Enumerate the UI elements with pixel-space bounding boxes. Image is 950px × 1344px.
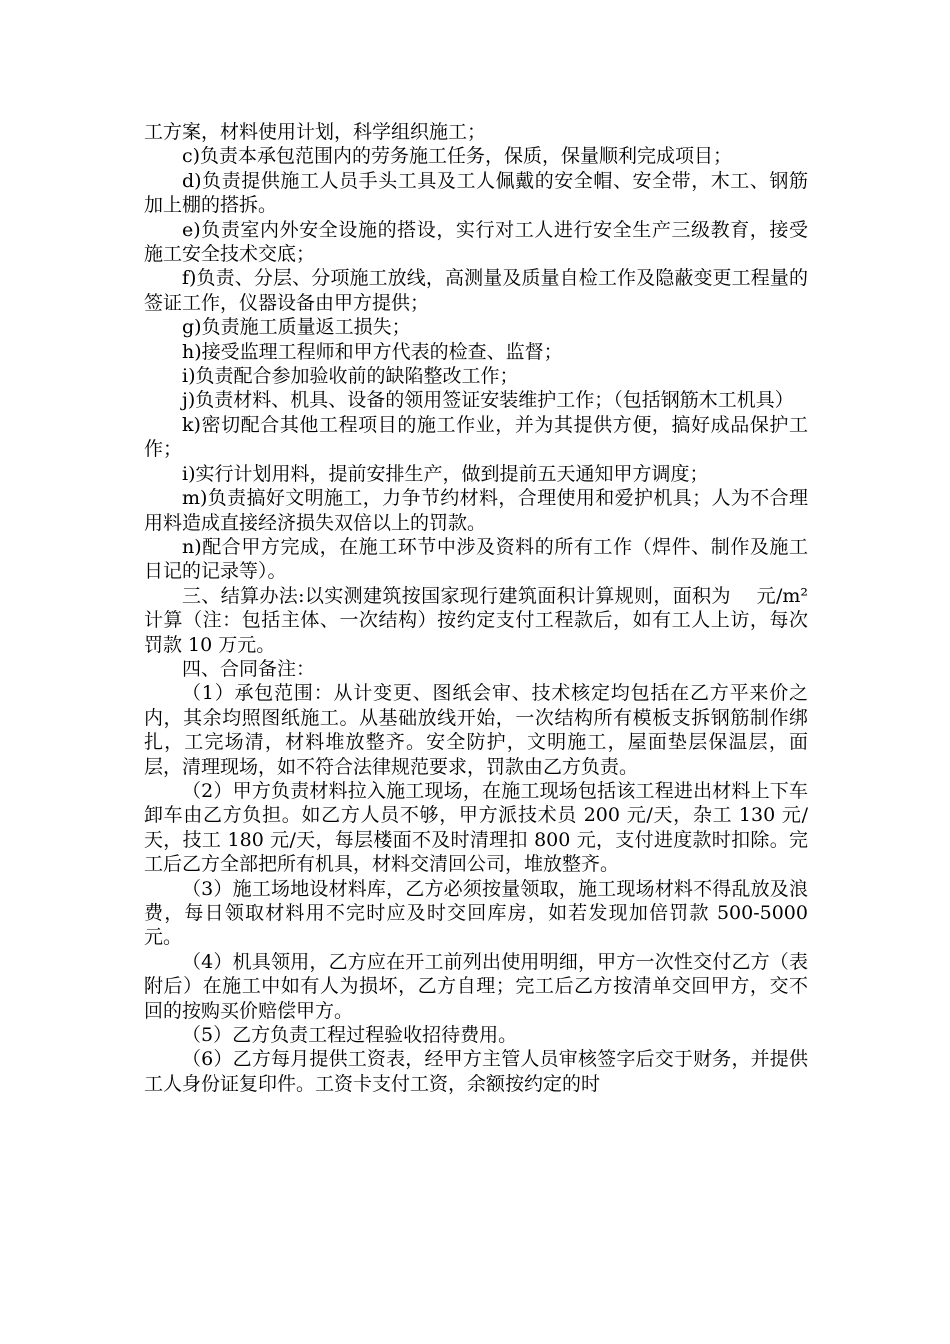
document-paragraph: m)负责搞好文明施工，力争节约材料，合理使用和爱护机具；人为不合理用料造成直接经济损失双倍以上的罚款。 [144,487,808,534]
document-paragraph: （5）乙方负责工程过程验收招待费用。 [182,1024,518,1047]
document-body [144,120,808,1096]
document-paragraph: j)负责材料、机具、设备的领用签证安装维护工作；（包括钢筋木工机具） [182,389,794,412]
document-paragraph: （6）乙方每月提供工资表，经甲方主管人员审核签字后交于财务，并提供工人身份证复印件。工资卡支付工资，余额按约定的时 [144,1048,808,1095]
document-paragraph: k)密切配合其他工程项目的施工作业，并为其提供方便，搞好成品保护工作； [144,413,808,461]
document-paragraph: d)负责提供施工人员手头工具及工人佩戴的安全帽、安全带，木工、钢筋加上棚的搭拆。 [144,169,808,217]
document-paragraph: 四、合同备注： [182,657,316,680]
document-paragraph: g)负责施工质量返工损失； [182,316,411,339]
document-paragraph: 工方案，材料使用计划，科学组织施工； [144,121,487,143]
document-paragraph: n)配合甲方完成，在施工环节中涉及资料的所有工作（焊件、制作及施工日记的记录等）。 [144,535,808,583]
document-paragraph: （2）甲方负责材料拉入施工现场，在施工现场包括该工程进出材料上下车卸车由乙方负担。如乙方人员不够，甲方派技术员 200 元/天，杂工 130 元/天，技工 180 元/天，每层楼面不及时清理扣 800 元，支付进度款时扣除。完工后乙方全部把所有机具，材料交清回公司，堆放整齐。 [144,779,808,876]
document-paragraph: i)实行计划用料，提前安排生产，做到提前五天通知甲方调度； [182,462,709,485]
document-paragraph: c)负责本承包范围内的劳务施工任务，保质，保量顺利完成项目； [182,145,733,168]
document-paragraph: （4）机具领用，乙方应在开工前列出使用明细，甲方一次性交付乙方（表附后）在施工中如有人为损坏，乙方自理；完工后乙方按清单交回甲方，交不回的按购买价赔偿甲方。 [144,950,808,1022]
document-paragraph: h)接受监理工程师和甲方代表的检查、监督； [182,340,563,363]
document-paragraph: e)负责室内外安全设施的搭设，实行对工人进行安全生产三级教育，接受施工安全技术交底； [144,218,808,266]
document-paragraph: i)负责配合参加验收前的缺陷整改工作； [182,365,519,388]
document-paragraph: f)负责、分层、分项施工放线，高测量及质量自检工作及隐蔽变更工程量的签证工作，仪器设备由甲方提供； [144,267,808,314]
document-paragraph: （3）施工场地设材料库，乙方必须按量领取，施工现场材料不得乱放及浪费，每日领取材料用不完时应及时交回库房，如若发现加倍罚款 500-5000 元。 [144,877,808,949]
document-paragraph: （1）承包范围：从计变更、图纸会审、技术核定均包括在乙方平来价之内，其余均照图纸施工。从基础放线开始，一次结构所有模板支拆钢筋制作绑扎，工完场清，材料堆放整齐。安全防护，文明施工，屋面垫层保温层，面层，清理现场，如不符合法律规范要求，罚款由乙方负责。 [144,682,808,778]
document-paragraph: 三、结算办法:以实测建筑按国家现行建筑面积计算规则，面积为 元/m² 计算（注：包括主体、一次结构）按约定支付工程款后，如有工人上访，每次罚款 10 万元。 [144,584,808,656]
